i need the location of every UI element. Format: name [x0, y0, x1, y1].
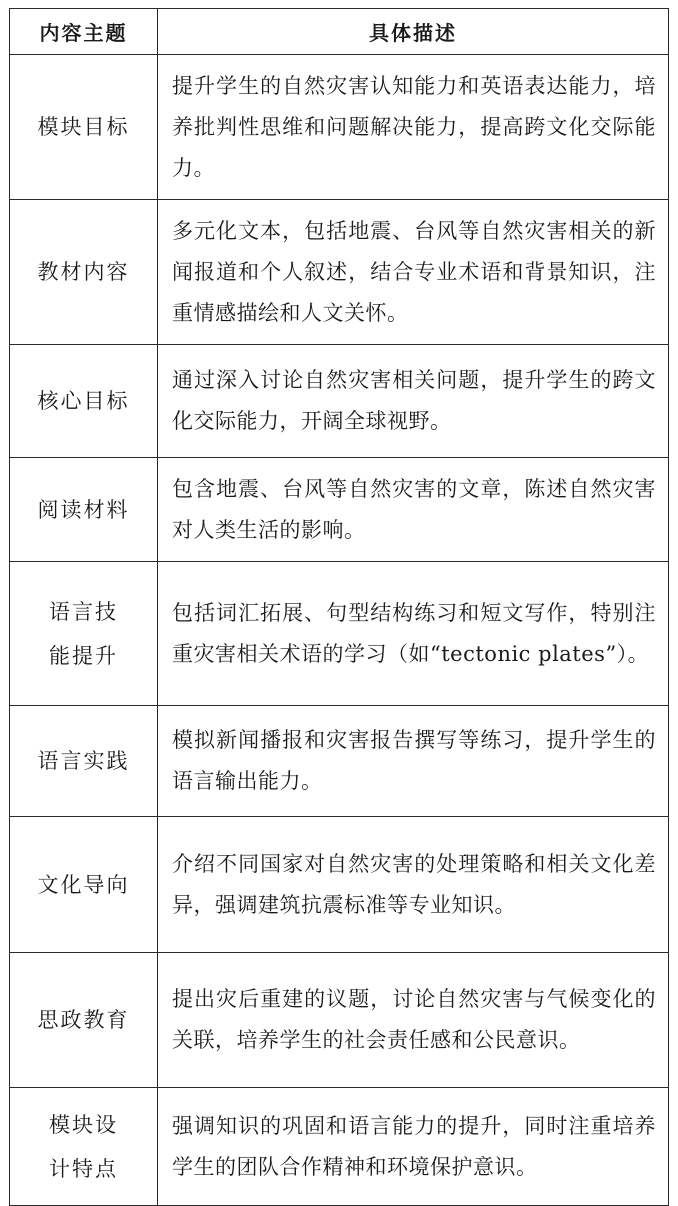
module-design-table: [9, 8, 669, 1206]
row-topic: 语言技能提升: [10, 562, 158, 706]
row-description: 提升学生的自然灾害认知能力和英语表达能力，培养批判性思维和问题解决能力，提高跨文化交际能力。: [158, 55, 669, 200]
table-row: [10, 562, 669, 706]
row-topic: 语言实践: [10, 706, 158, 817]
row-description: 模拟新闻播报和灾害报告撰写等练习，提升学生的语言输出能力。: [158, 706, 669, 817]
row-description: 通过深入讨论自然灾害相关问题，提升学生的跨文化交际能力，开阔全球视野。: [158, 345, 669, 458]
row-topic: 文化导向: [10, 817, 158, 953]
row-description: 介绍不同国家对自然灾害的处理策略和相关文化差异，强调建筑抗震标准等专业知识。: [158, 817, 669, 953]
row-topic: 模块目标: [10, 55, 158, 200]
row-description: 包括词汇拓展、句型结构练习和短文写作，特别注重灾害相关术语的学习（如“tectonic plates”）。: [158, 562, 669, 706]
row-description: 强调知识的巩固和语言能力的提升，同时注重培养学生的团队合作精神和环境保护意识。: [158, 1088, 669, 1206]
row-description: 多元化文本，包括地震、台风等自然灾害相关的新闻报道和个人叙述，结合专业术语和背景知识，注重情感描绘和人文关怀。: [158, 200, 669, 345]
row-topic: 思政教育: [10, 953, 158, 1088]
table-row: [10, 1088, 669, 1206]
row-topic: 模块设计特点: [10, 1088, 158, 1206]
table-row: [10, 953, 669, 1088]
table-row: [10, 200, 669, 345]
table-row: [10, 458, 669, 562]
table-row: [10, 817, 669, 953]
header-topic: 内容主题: [10, 9, 158, 55]
row-topic: 阅读材料: [10, 458, 158, 562]
row-description: 包含地震、台风等自然灾害的文章，陈述自然灾害对人类生活的影响。: [158, 458, 669, 562]
header-description: 具体描述: [158, 9, 669, 55]
table-row: [10, 55, 669, 200]
row-topic: 教材内容: [10, 200, 158, 345]
row-description: 提出灾后重建的议题，讨论自然灾害与气候变化的关联，培养学生的社会责任感和公民意识。: [158, 953, 669, 1088]
row-topic: 核心目标: [10, 345, 158, 458]
table-row: [10, 706, 669, 817]
table-row: [10, 345, 669, 458]
module-table-container: [9, 8, 668, 1206]
table-header-row: [10, 9, 669, 55]
